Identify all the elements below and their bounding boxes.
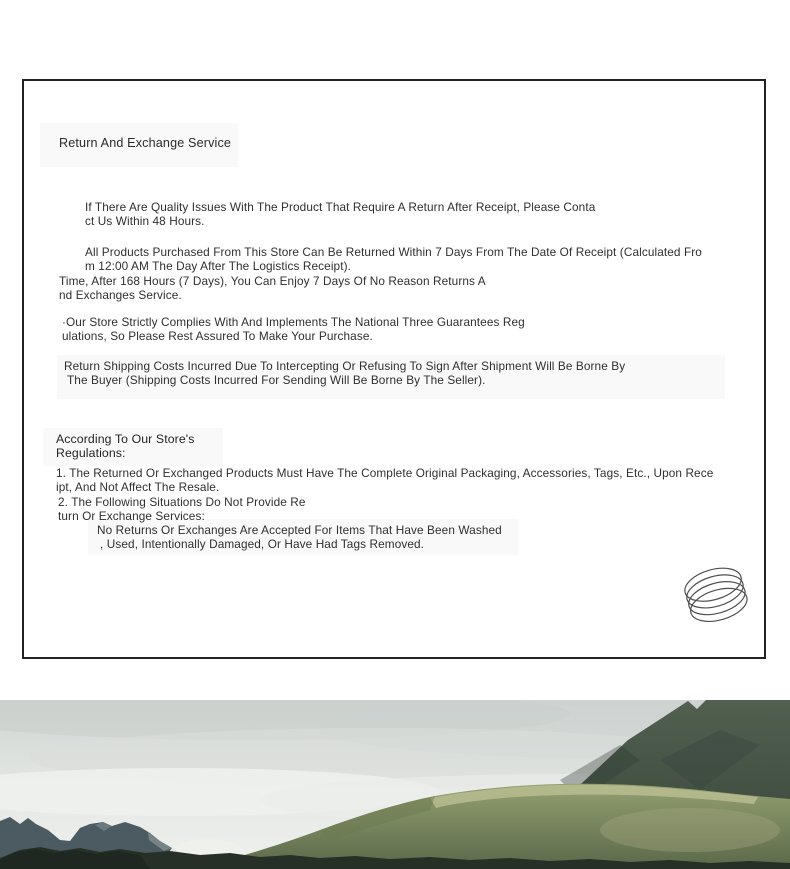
regulations-heading: According To Our Store's <box>56 432 195 446</box>
policy-line: Time, After 168 Hours (7 Days), You Can Enjoy 7 Days Of No Reason Returns A <box>59 274 486 288</box>
policy-line: turn Or Exchange Services: <box>58 509 205 523</box>
regulations-heading: Regulations: <box>56 446 126 460</box>
policy-line: , Used, Intentionally Damaged, Or Have Had Tags Removed. <box>100 537 425 551</box>
coil-rings-icon <box>684 567 752 637</box>
policy-line: ulations, So Please Rest Assured To Make Your Purchase. <box>62 329 373 343</box>
policy-line: ct Us Within 48 Hours. <box>85 214 205 228</box>
section-title: Return And Exchange Service <box>59 136 232 150</box>
policy-line: If There Are Quality Issues With The Product That Require A Return After Receipt, Please Conta <box>85 200 596 214</box>
policy-line: nd Exchanges Service. <box>59 288 182 302</box>
policy-line: m 12:00 AM The Day After The Logistics Receipt). <box>85 259 351 273</box>
policy-line: No Returns Or Exchanges Are Accepted For Items That Have Been Washed <box>97 523 502 537</box>
policy-line: All Products Purchased From This Store Can Be Returned Within 7 Days From The Date Of Receipt (Calculated Fro <box>85 245 702 259</box>
landscape-photo <box>0 700 790 869</box>
return-policy-card <box>22 79 766 659</box>
policy-line: The Buyer (Shipping Costs Incurred For Sending Will Be Borne By The Seller). <box>67 373 486 387</box>
policy-line: ·Our Store Strictly Complies With And Implements The National Three Guarantees Reg <box>62 315 525 329</box>
policy-line: 2. The Following Situations Do Not Provide Re <box>58 495 306 509</box>
policy-line: ipt, And Not Affect The Resale. <box>56 480 220 494</box>
policy-line: Return Shipping Costs Incurred Due To Intercepting Or Refusing To Sign After Shipment Will Be Borne By <box>64 359 626 373</box>
policy-line: 1. The Returned Or Exchanged Products Must Have The Complete Original Packaging, Accessories, Tags, Etc., Upon Rece <box>56 466 714 480</box>
